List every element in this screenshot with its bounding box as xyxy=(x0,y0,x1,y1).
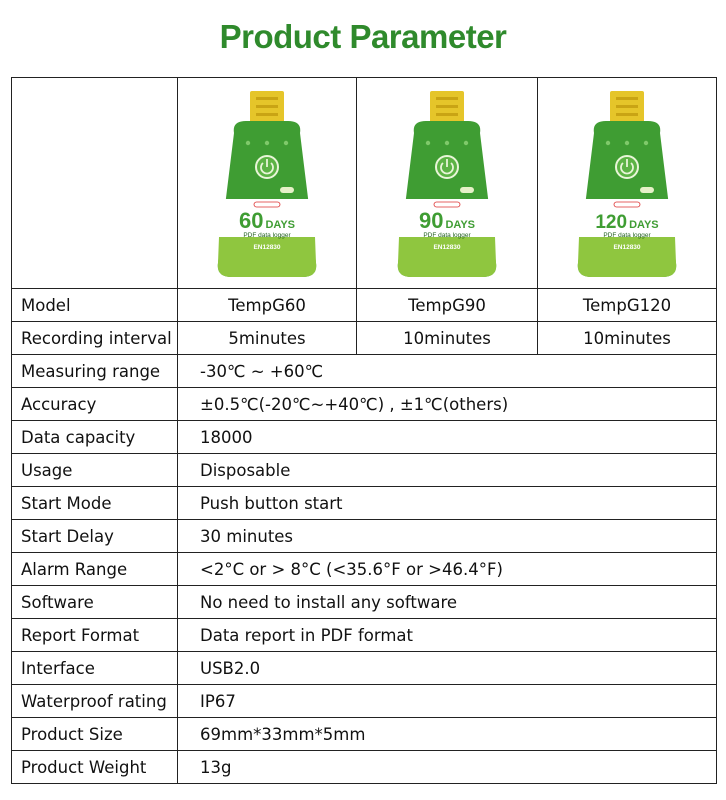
row-value: 30 minutes xyxy=(178,520,717,553)
device-days-label: 120 DAYS xyxy=(595,212,659,233)
product-image-cell xyxy=(178,78,357,289)
data-logger-device xyxy=(212,87,322,279)
row-value: 18000 xyxy=(178,421,717,454)
page-title: Product Parameter xyxy=(219,18,507,55)
row-label: Recording interval xyxy=(12,322,178,355)
row-label: Accuracy xyxy=(12,388,178,421)
table-row-interval xyxy=(12,322,717,355)
product-image-120 xyxy=(538,78,716,288)
product-image-60 xyxy=(178,78,356,288)
empty-corner-cell xyxy=(12,78,178,289)
device-standard: EN12830 xyxy=(613,244,641,251)
device-subtitle: PDF data logger xyxy=(243,232,291,239)
row-label: Interface xyxy=(12,652,178,685)
row-label: Usage xyxy=(12,454,178,487)
table-row xyxy=(12,454,717,487)
device-subtitle: PDF data logger xyxy=(423,232,471,239)
row-label: Product Size xyxy=(12,718,178,751)
row-label: Report Format xyxy=(12,619,178,652)
product-image-row xyxy=(12,78,717,289)
row-label: Data capacity xyxy=(12,421,178,454)
table-row xyxy=(12,751,717,784)
row-value: Push button start xyxy=(178,487,717,520)
row-value: No need to install any software xyxy=(178,586,717,619)
row-label: Software xyxy=(12,586,178,619)
interval-value: 5minutes xyxy=(178,322,357,355)
table-row xyxy=(12,388,717,421)
row-label: Product Weight xyxy=(12,751,178,784)
device-days-label: 90 DAYS xyxy=(418,208,476,233)
row-value: Disposable xyxy=(178,454,717,487)
product-image-cell xyxy=(357,78,538,289)
device-days-label: 60 DAYS xyxy=(238,208,296,233)
interval-value: 10minutes xyxy=(538,322,717,355)
row-label: Alarm Range xyxy=(12,553,178,586)
data-logger-device xyxy=(572,87,682,279)
device-standard: EN12830 xyxy=(433,244,461,251)
model-value: TempG120 xyxy=(538,289,717,322)
table-row xyxy=(12,520,717,553)
table-row xyxy=(12,487,717,520)
row-label: Measuring range xyxy=(12,355,178,388)
row-label: Start Delay xyxy=(12,520,178,553)
table-row xyxy=(12,421,717,454)
row-value: ±0.5℃(-20℃~+40℃) , ±1℃(others) xyxy=(178,388,717,421)
row-value: USB2.0 xyxy=(178,652,717,685)
product-image-90 xyxy=(357,78,537,288)
table-row xyxy=(12,652,717,685)
device-standard: EN12830 xyxy=(253,244,281,251)
table-row xyxy=(12,355,717,388)
model-value: TempG90 xyxy=(357,289,538,322)
table-row xyxy=(12,685,717,718)
interval-value: 10minutes xyxy=(357,322,538,355)
table-row xyxy=(12,619,717,652)
product-image-cell xyxy=(538,78,717,289)
row-value: Data report in PDF format xyxy=(178,619,717,652)
row-label: Start Mode xyxy=(12,487,178,520)
table-row xyxy=(12,718,717,751)
data-logger-device xyxy=(392,87,502,279)
row-label: Waterproof rating xyxy=(12,685,178,718)
table-row xyxy=(12,586,717,619)
row-value: 69mm*33mm*5mm xyxy=(178,718,717,751)
table-row xyxy=(12,553,717,586)
row-value: -30℃ ~ +60℃ xyxy=(178,355,717,388)
model-value: TempG60 xyxy=(178,289,357,322)
row-value: <2°C or > 8°C (<35.6°F or >46.4°F) xyxy=(178,553,717,586)
row-value: 13g xyxy=(178,751,717,784)
parameter-table xyxy=(11,77,717,784)
row-value: IP67 xyxy=(178,685,717,718)
device-subtitle: PDF data logger xyxy=(603,232,651,239)
table-row-model xyxy=(12,289,717,322)
row-label: Model xyxy=(12,289,178,322)
